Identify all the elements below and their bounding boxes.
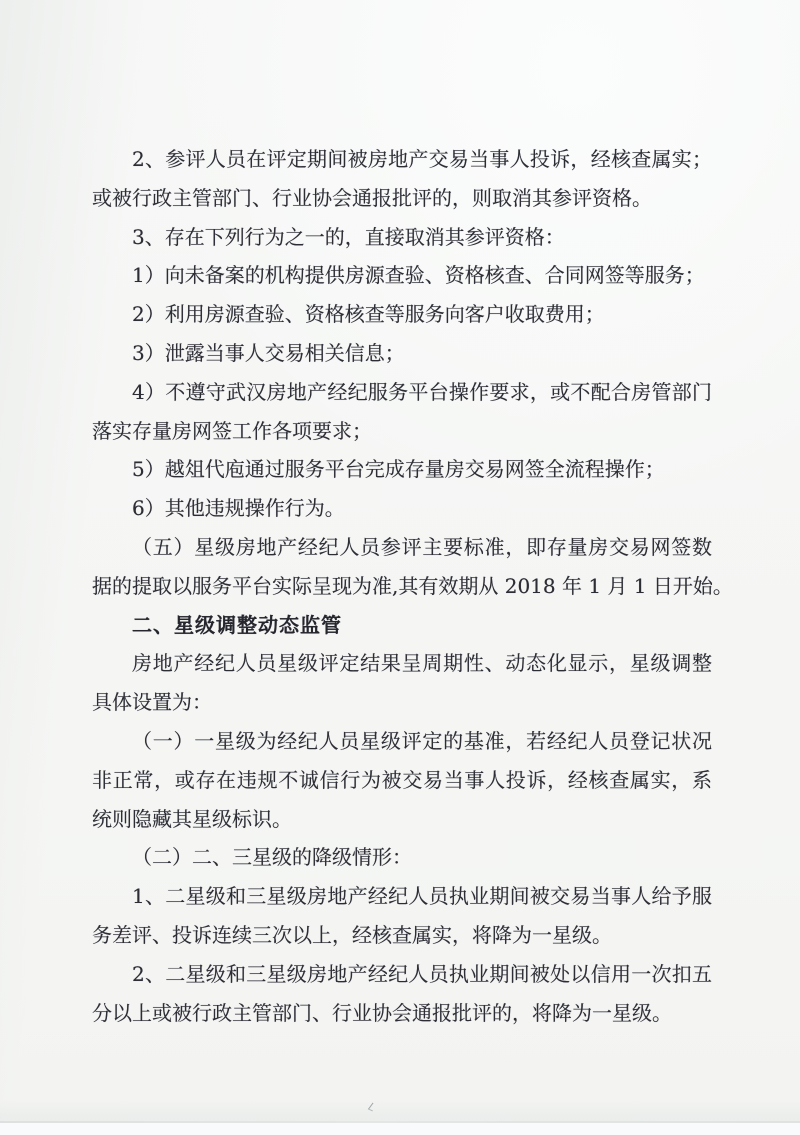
text-line: 务差评、投诉连续三次以上，经核查属实，将降为一星级。 (92, 922, 612, 947)
text-line: （五）星级房地产经纪人员参评主要标准，即存量房交易网签数 (132, 534, 712, 559)
text-line: 非正常，或存在违规不诚信行为被交易当事人投诉，经核查属实，系 (92, 767, 712, 792)
text-line: 据的提取以服务平台实际呈现为准,其有效期从 2018 年 1 月 1 日开始。 (92, 573, 733, 598)
text-line: 1）向未备案的机构提供房源查验、资格核查、合同网签等服务； (132, 263, 705, 288)
document-body (92, 140, 733, 1032)
text-line: 5）越俎代庖通过服务平台完成存量房交易网签全流程操作； (132, 457, 665, 482)
text-line: 2）利用房源查验、资格核查等服务向客户收取费用； (132, 302, 605, 327)
text-line: 具体设置为： (92, 690, 212, 715)
text-line: 3、存在下列行为之一的，直接取消其参评资格： (132, 224, 565, 249)
text-line: 2、参评人员在评定期间被房地产交易当事人投诉，经核查属实； (132, 147, 712, 171)
text-line: 6）其他违规操作行为。 (132, 496, 345, 521)
text-line: 分以上或被行政主管部门、行业协会通报批评的，将降为一星级。 (92, 1000, 672, 1025)
text-line: 2、二星级和三星级房地产经纪人员执业期间被处以信用一次扣五 (132, 961, 712, 986)
text-line: 3）泄露当事人交易相关信息； (132, 340, 405, 365)
text-line: 落实存量房网签工作各项要求； (92, 418, 372, 443)
text-line: 统则隐藏其星级标识。 (92, 806, 292, 831)
text-line: （一）一星级为经纪人员星级评定的基准，若经纪人员登记状况 (132, 728, 712, 753)
paper-bottom-shade (0, 1100, 800, 1121)
scanner-margin (0, 1123, 800, 1135)
section-heading: 二、星级调整动态监管 (132, 612, 342, 637)
text-line: 4）不遵守武汉房地产经纪服务平台操作要求，或不配合房管部门 (132, 379, 712, 404)
text-line: （二）二、三星级的降级情形： (132, 845, 412, 870)
text-line: 或被行政主管部门、行业协会通报批评的，则取消其参评资格。 (92, 185, 652, 210)
text-line: 房地产经纪人员星级评定结果呈周期性、动态化显示，星级调整 (132, 651, 712, 676)
text-line: 1、二星级和三星级房地产经纪人员执业期间被交易当事人给予服 (132, 884, 712, 909)
